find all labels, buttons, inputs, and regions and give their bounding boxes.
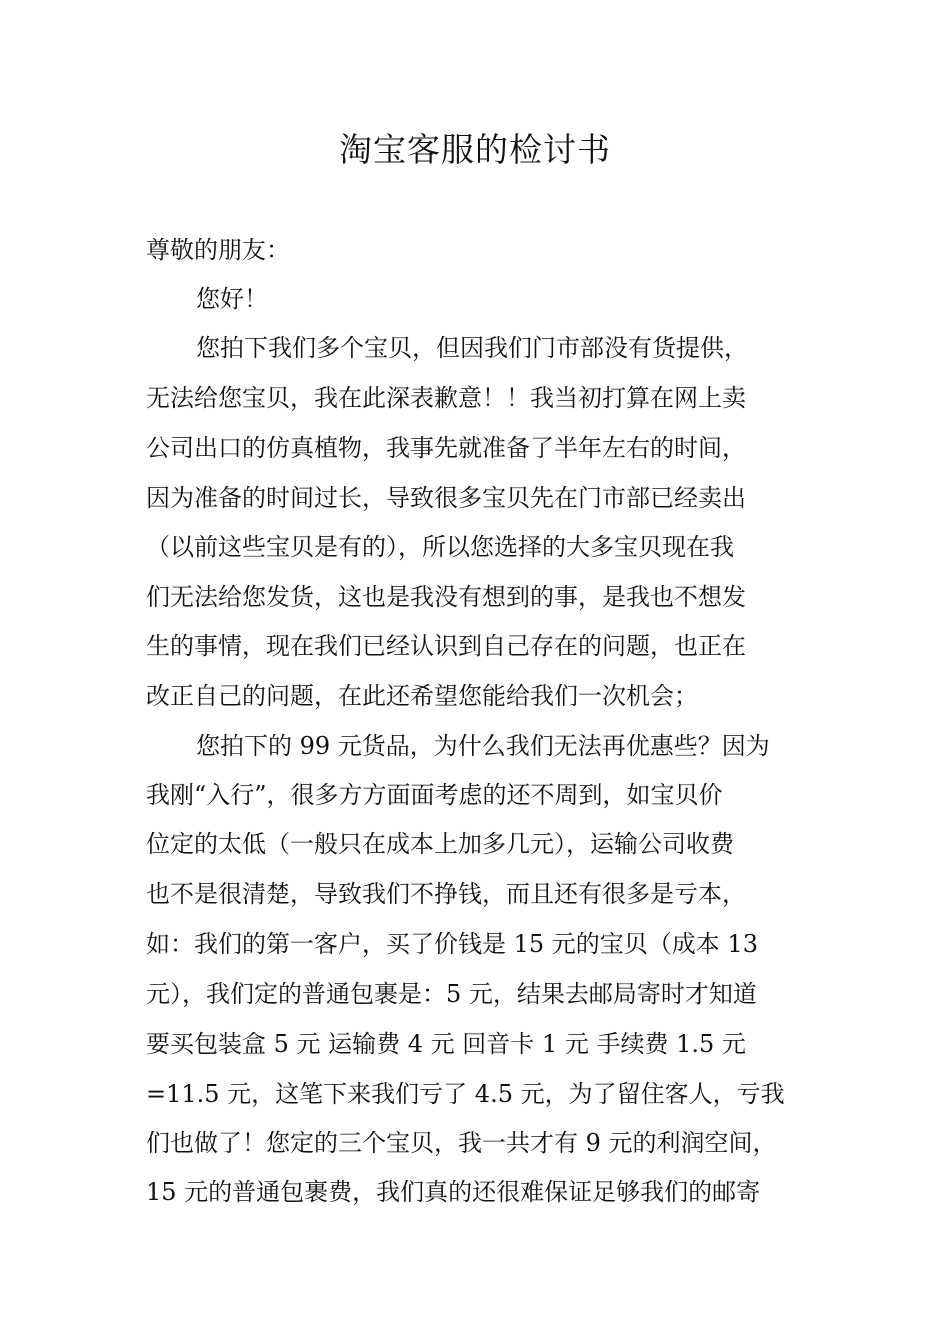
paragraph-1-line-4: 因为准备的时间过长，导致很多宝贝先在门市部已经卖出 [146,484,746,512]
paragraph-1-line-8: 改正自己的问题，在此还希望您能给我们一次机会； [146,682,698,710]
paragraph-1-line-3: 公司出口的仿真植物，我事先就准备了半年左右的时间， [146,434,746,462]
paragraph-2-line-3: 位定的太低（一般只在成本上加多几元），运输公司收费 [146,830,734,858]
paragraph-2-line-1: 您拍下的 99 元货品，为什么我们无法再优惠些？因为 [196,732,770,760]
greeting: 您好！ [196,285,268,313]
paragraph-2-line-2: 我刚“入行”，很多方方面面考虑的还不周到，如宝贝价 [146,781,723,809]
paragraph-2-line-8: =11.5 元，这笔下来我们亏了 4.5 元，为了留住客人，亏我 [146,1080,785,1108]
paragraph-2-line-5: 如：我们的第一客户，买了价钱是 15 元的宝贝（成本 13 [146,930,758,958]
paragraph-2-line-4: 也不是很清楚，导致我们不挣钱，而且还有很多是亏本， [146,880,746,908]
paragraph-1-line-1: 您拍下我们多个宝贝，但因我们门市部没有货提供， [196,334,748,362]
paragraph-2-line-6: 元），我们定的普通包裹是：5 元，结果去邮局寄时才知道 [146,980,757,1008]
paragraph-1-line-2: 无法给您宝贝，我在此深表歉意！！我当初打算在网上卖 [146,384,746,412]
salutation: 尊敬的朋友： [146,236,290,264]
paragraph-1-line-6: 们无法给您发货，这也是我没有想到的事，是我也不想发 [146,583,746,611]
paragraph-1-line-5: （以前这些宝贝是有的），所以您选择的大多宝贝现在我 [146,533,734,561]
document-title: 淘宝客服的检讨书 [339,130,611,169]
paragraph-2-line-9: 们也做了！您定的三个宝贝，我一共才有 9 元的利润空间， [146,1129,777,1157]
paragraph-2-line-10: 15 元的普通包裹费，我们真的还很难保证足够我们的邮寄 [146,1178,761,1206]
paragraph-2-line-7: 要买包装盒 5 元 运输费 4 元 回音卡 1 元 手续费 1.5 元 [146,1030,746,1058]
paragraph-1-line-7: 生的事情，现在我们已经认识到自己存在的问题，也正在 [146,632,746,660]
